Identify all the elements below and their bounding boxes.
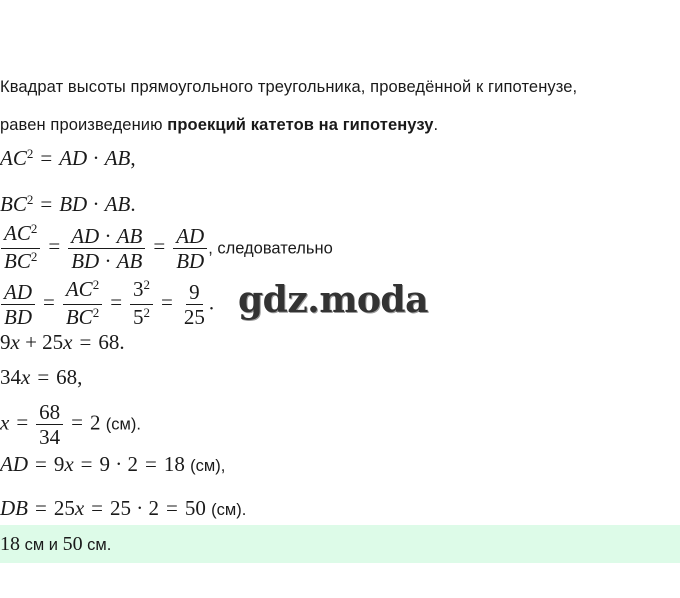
theory-line-1: Квадрат высоты прямоугольного треугольника, проведённой к гипотенузе, [0,78,578,96]
fraction-68-34: $\frac{68}{34}$ [36,400,63,449]
answer-text: 18 см и 50 см. [0,533,112,555]
equation-sum: 9x + 25x = 68. [0,330,125,354]
theory-plain-text: равен произведению [0,116,168,134]
equation-ad: AD = 9x = 9 · 2 = 18 (см), [0,452,226,476]
equation-34x: 34x = 68, [0,365,83,389]
fraction-ac2-bc2: $\frac{AC^2}{BC^2}$ [1,221,40,276]
watermark-logo: gdz.moda [238,279,428,321]
equation-ratio-2: $\frac{AD}{BD}$ = $\frac{AC^2}{BC^2}$ = $\frac{3^2}{5^2}$ = $\frac{9}{25}$ . [0,277,214,332]
equation-ratio-1: $\frac{AC^2}{BC^2}$ = $\frac{AD \cdot AB}{BD \cdot AB}$ = $\frac{AD}{BD}$ , следовательно [0,221,333,276]
fraction-ad-bd: $\frac{AD}{BD}$ [173,224,207,273]
fraction-9-25: $\frac{9}{25}$ [183,280,205,329]
unit-cm-1: (см) [105,415,137,434]
fraction-ac2-bc2-2: $\frac{AC^2}{BC^2}$ [63,277,102,332]
equation-x: x = $\frac{68}{34}$ = 2 (см). [0,400,141,449]
fraction-3sq-5sq: $\frac{3^2}{5^2}$ [130,277,153,332]
fraction-ad-bd-2: $\frac{AD}{BD}$ [1,280,35,329]
equation-ac-squared: $AC^2$ = AD · AB, [0,146,136,170]
fraction-ad-ab-bd-ab: $\frac{AD \cdot AB}{BD \cdot AB}$ [68,224,145,273]
unit-cm-2: (см) [190,457,221,475]
theory-period: . [433,116,439,134]
word-therefore: , следовательно [208,239,333,258]
equation-db: DB = 25x = 25 · 2 = 50 (см). [0,496,247,520]
theory-line-2 [0,116,438,135]
unit-cm-3: (см) [211,501,242,519]
answer-box [0,525,680,563]
equation-bc-squared: $BC^2$ = BD · AB. [0,192,136,216]
theory-bold-term: проекций катетов на гипотенузу [167,116,434,134]
